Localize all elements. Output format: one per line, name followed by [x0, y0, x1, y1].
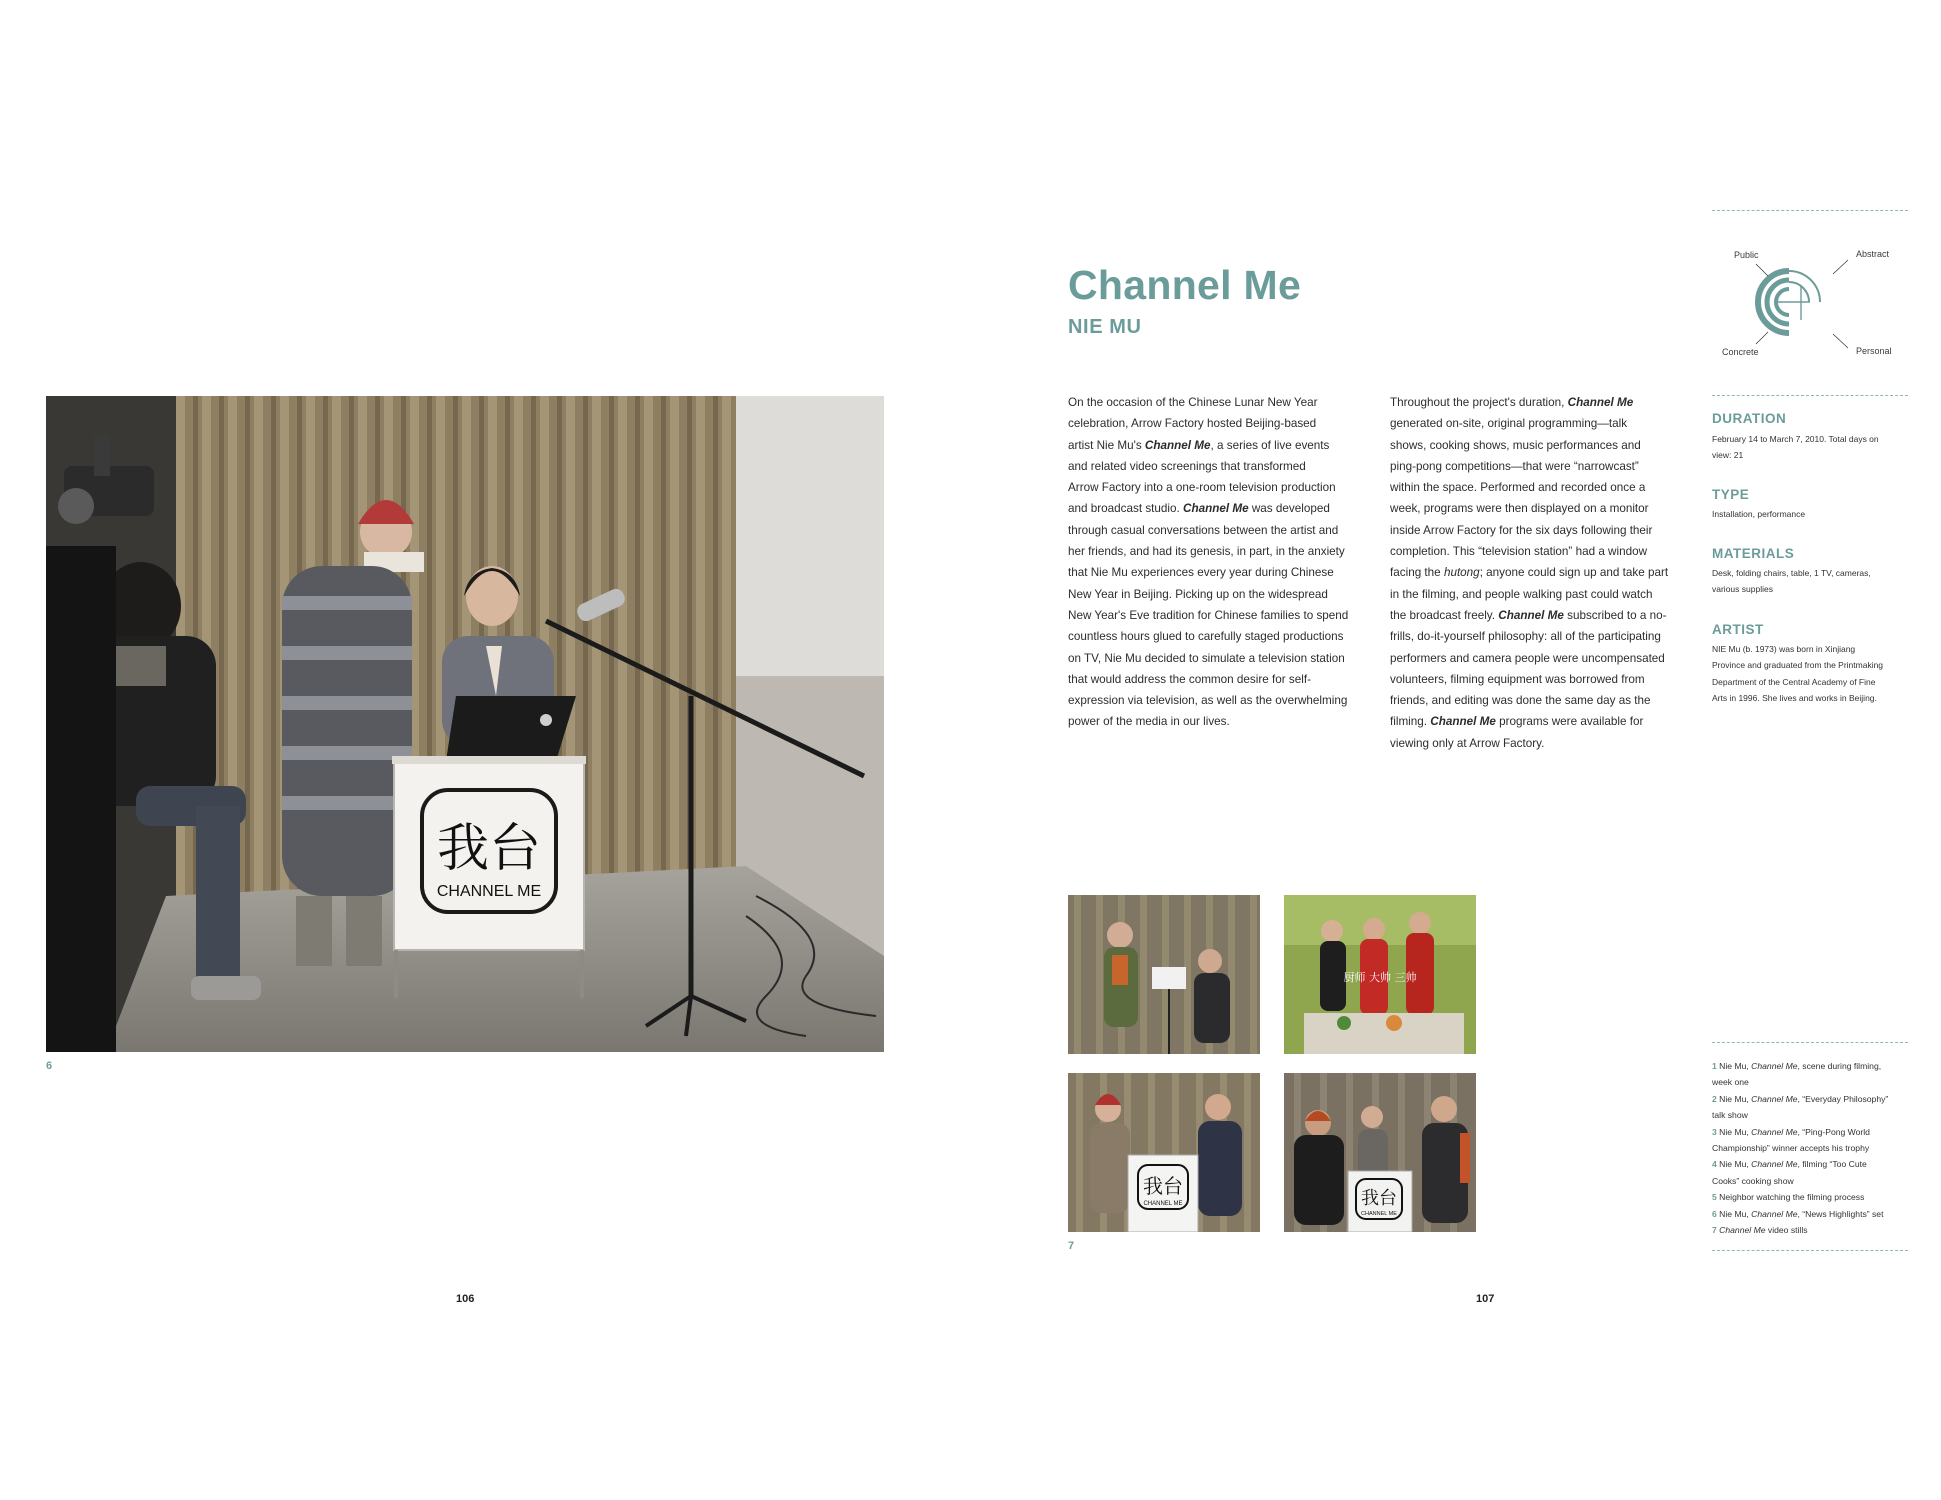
- body-line: [1068, 435, 1366, 456]
- body-line: performers and camera people were uncompensated: [1390, 651, 1665, 665]
- body-line: ping-pong competitions—that were “narrowcast”: [1390, 459, 1639, 473]
- caption-line: [1712, 1124, 1912, 1140]
- body-column-1: [1068, 392, 1366, 733]
- body-line: [1390, 392, 1692, 413]
- caption-text: video stills: [1765, 1225, 1808, 1236]
- still-3-sign-chinese: 我台: [1143, 1174, 1183, 1198]
- sidebar-divider-bottom: [1712, 1250, 1908, 1251]
- video-still-2: [1284, 895, 1476, 1054]
- body-line: expression via television, as well as the overwhelming: [1068, 694, 1348, 708]
- caption-text: , scene during filming,: [1797, 1061, 1882, 1071]
- body-text: the broadcast freely.: [1390, 608, 1499, 622]
- caption-line: week one: [1712, 1077, 1749, 1088]
- caption-number: 6: [1712, 1208, 1717, 1219]
- body-text: Throughout the project's duration,: [1390, 396, 1568, 409]
- body-line: her friends, and had its genesis, in part, in the anxiety: [1068, 545, 1345, 559]
- caption-work-title: Channel Me: [1751, 1093, 1798, 1104]
- body-text: and broadcast studio.: [1068, 502, 1184, 516]
- body-text: ; anyone could sign up and take part: [1479, 566, 1669, 580]
- body-column-2: [1390, 392, 1692, 754]
- body-line: viewing only at Arrow Factory.: [1390, 736, 1545, 750]
- body-line: frills, do-it-yourself philosophy: all of the participating: [1390, 630, 1661, 644]
- work-title-emphasis: Channel Me: [1144, 438, 1211, 452]
- materials-line: various supplies: [1712, 584, 1773, 595]
- artist-bio-heading: ARTIST: [1712, 622, 1764, 637]
- duration-heading: DURATION: [1712, 411, 1787, 426]
- caption-text: , “Everyday Philosophy”: [1797, 1093, 1889, 1104]
- caption-work-title: Channel Me: [1751, 1126, 1798, 1137]
- main-photo-sign-english: CHANNEL ME: [436, 883, 542, 900]
- diagram-label-abstract: Abstract: [1856, 249, 1890, 259]
- body-line: through casual conversations between the artist and: [1068, 523, 1339, 537]
- body-line: volunteers, filming equipment was borrowed from: [1390, 672, 1645, 686]
- page-number-right: 107: [1476, 1293, 1495, 1305]
- figure-captions: [1712, 1058, 1912, 1238]
- caption-text: , filming “Too Cute: [1797, 1159, 1867, 1170]
- caption-number: 5: [1712, 1192, 1717, 1203]
- body-line: [1390, 711, 1692, 732]
- type-text: [1712, 506, 1908, 522]
- body-line: that would address the common desire for self-: [1068, 672, 1311, 686]
- caption-work-title: Channel Me: [1751, 1061, 1798, 1071]
- body-line: and related video screenings that transformed: [1068, 459, 1306, 473]
- body-line: [1390, 562, 1692, 583]
- caption-number: 2: [1712, 1093, 1717, 1104]
- body-text: programs were available for: [1495, 715, 1644, 729]
- body-text: subscribed to a no-: [1563, 608, 1667, 622]
- caption-line: [1712, 1091, 1912, 1107]
- caption-text: Nie Mu,: [1719, 1061, 1752, 1071]
- main-photo-channel-me-studio: [46, 396, 884, 1052]
- caption-line: [1712, 1058, 1912, 1074]
- caption-number: 3: [1712, 1126, 1717, 1137]
- type-line: Installation, performance: [1712, 509, 1806, 519]
- figure-number-7: 7: [1068, 1240, 1075, 1252]
- caption-text: Nie Mu,: [1719, 1093, 1752, 1104]
- artist-name: NIE MU: [1068, 316, 1142, 338]
- body-line: [1068, 498, 1366, 519]
- type-heading: TYPE: [1712, 487, 1750, 502]
- materials-text: [1712, 565, 1908, 598]
- work-title-emphasis: Channel Me: [1183, 502, 1249, 516]
- body-text: facing the: [1390, 566, 1444, 580]
- materials-line: Desk, folding chairs, table, 1 TV, cameras,: [1712, 568, 1871, 578]
- main-photo-sign-chinese: 我台: [436, 819, 542, 879]
- caption-text: Nie Mu,: [1719, 1126, 1752, 1137]
- body-line: that Nie Mu experiences every year during Chinese: [1068, 566, 1334, 580]
- page-title: Channel Me: [1068, 262, 1302, 308]
- body-line: New Year in Beijing. Picking up on the widespread: [1068, 587, 1328, 601]
- artist-bio-line: Arts in 1996. She lives and works in Beijing.: [1712, 692, 1877, 703]
- body-line: friends, and editing was done the same day as the: [1390, 694, 1651, 708]
- caption-text: Nie Mu,: [1719, 1159, 1752, 1170]
- sidebar-divider-facts: [1712, 395, 1908, 396]
- spectrum-diagram: [1712, 240, 1940, 364]
- caption-line: Championship” winner accepts his trophy: [1712, 1143, 1870, 1154]
- video-still-4: [1284, 1073, 1476, 1232]
- italic-term: hutong: [1443, 566, 1480, 580]
- body-line: celebration, Arrow Factory hosted Beijing-based: [1068, 417, 1317, 431]
- body-line: power of the media in our lives.: [1068, 715, 1230, 729]
- caption-number: 4: [1712, 1159, 1717, 1170]
- figure-number-6: 6: [46, 1060, 53, 1072]
- body-line: inside Arrow Factory for the six days following their: [1390, 523, 1653, 537]
- page-number-left: 106: [456, 1293, 475, 1305]
- artist-bio-line: NIE Mu (b. 1973) was born in Xinjiang: [1712, 644, 1856, 654]
- duration-line: February 14 to March 7, 2010. Total days on: [1712, 434, 1879, 444]
- caption-number: 7: [1712, 1225, 1717, 1236]
- body-text: , a series of live events: [1210, 438, 1330, 452]
- body-line: shows, cooking shows, music performances and: [1390, 438, 1641, 452]
- caption-work-title: Channel Me: [1751, 1208, 1798, 1219]
- still-4-sign-english: CHANNEL ME: [1361, 1211, 1397, 1217]
- artist-bio-line: Province and graduated from the Printmaking: [1712, 660, 1884, 671]
- materials-heading: MATERIALS: [1712, 546, 1795, 561]
- video-still-3: [1068, 1073, 1260, 1232]
- body-line: within the space. Performed and recorded once a: [1390, 481, 1646, 495]
- duration-line: view: 21: [1712, 450, 1744, 461]
- body-line: completion. This “television station” had a window: [1390, 545, 1648, 559]
- still-3-sign-english: CHANNEL ME: [1143, 1201, 1183, 1207]
- artist-bio-line: Department of the Central Academy of Fine: [1712, 676, 1876, 687]
- still-2-caption: 厨师 大帅 三帅: [1343, 971, 1417, 984]
- caption-line: [1712, 1222, 1912, 1238]
- body-text: was developed: [1248, 502, 1330, 516]
- caption-line: [1712, 1189, 1912, 1205]
- diagram-label-concrete: Concrete: [1722, 347, 1759, 357]
- body-text: artist Nie Mu's: [1068, 438, 1145, 452]
- body-line: generated on-site, original programming—talk: [1390, 417, 1628, 431]
- caption-text: Neighbor watching the filming process: [1719, 1192, 1865, 1203]
- caption-line: talk show: [1712, 1110, 1748, 1121]
- work-title-emphasis: Channel Me: [1430, 715, 1496, 729]
- body-line: countless hours glued to carefully staged productions: [1068, 630, 1344, 644]
- video-still-1: [1068, 895, 1260, 1054]
- caption-line: Cooks” cooking show: [1712, 1175, 1794, 1186]
- body-text: filming.: [1390, 715, 1431, 729]
- diagram-label-public: Public: [1734, 250, 1759, 260]
- sidebar-divider-top: [1712, 210, 1908, 211]
- body-line: on TV, Nie Mu decided to simulate a television station: [1068, 651, 1345, 665]
- work-title-emphasis: Channel Me: [1567, 396, 1634, 409]
- caption-number: 1: [1712, 1061, 1717, 1071]
- sidebar-divider-captions: [1712, 1042, 1908, 1043]
- caption-text: Nie Mu,: [1719, 1208, 1752, 1219]
- body-line: New Year's Eve tradition for Chinese families to spend: [1068, 608, 1349, 622]
- caption-work-title: Channel Me: [1719, 1225, 1766, 1236]
- caption-line: [1712, 1156, 1912, 1172]
- caption-text: , “News Highlights” set: [1797, 1208, 1884, 1219]
- caption-line: [1712, 1206, 1912, 1222]
- duration-text: [1712, 431, 1908, 464]
- body-line: in the filming, and people walking past could watch: [1390, 587, 1653, 601]
- body-line: On the occasion of the Chinese Lunar New Year: [1068, 396, 1318, 409]
- still-4-sign-chinese: 我台: [1361, 1188, 1397, 1209]
- diagram-label-personal: Personal: [1856, 346, 1892, 356]
- artist-bio-text: [1712, 641, 1908, 706]
- caption-text: , “Ping-Pong World: [1797, 1126, 1870, 1137]
- caption-work-title: Channel Me: [1751, 1159, 1798, 1170]
- body-line: [1390, 605, 1692, 626]
- body-line: Arrow Factory into a one-room television production: [1068, 481, 1336, 495]
- body-line: week, programs were then displayed on a monitor: [1390, 502, 1649, 516]
- work-title-emphasis: Channel Me: [1498, 608, 1564, 622]
